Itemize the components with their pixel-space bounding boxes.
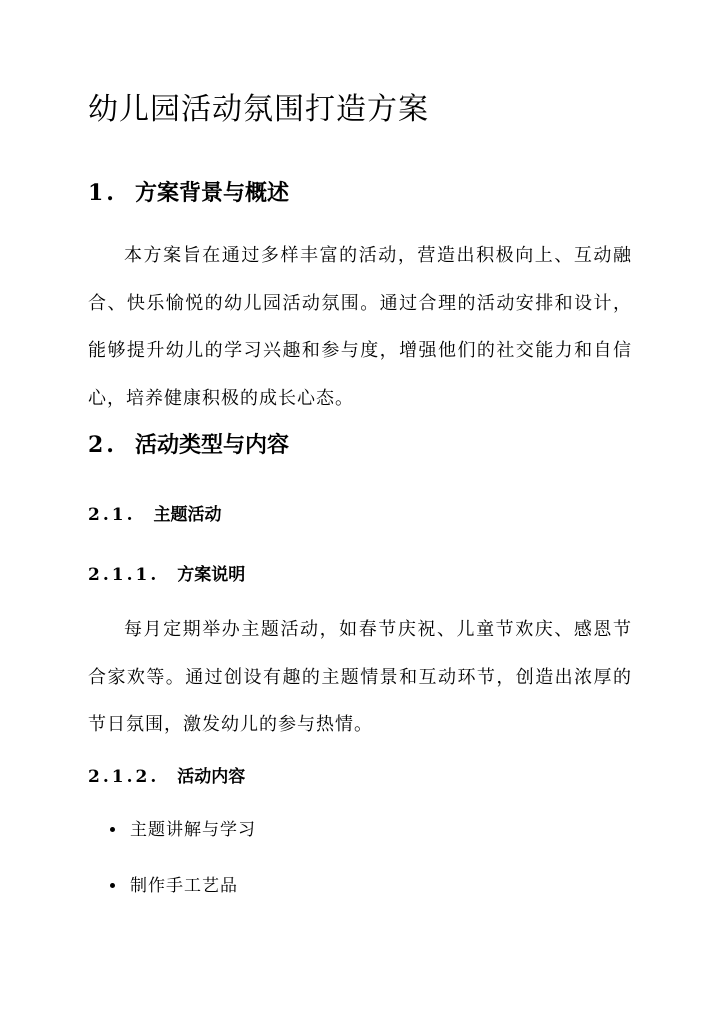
section-2-number: 2. bbox=[88, 432, 117, 458]
subsection-2-1-2-heading bbox=[88, 762, 245, 787]
section-1-heading bbox=[88, 176, 289, 207]
list-item bbox=[88, 812, 256, 868]
section-1-title: 方案背景与概述 bbox=[134, 180, 289, 206]
section-1-number: 1. bbox=[88, 180, 117, 206]
document-title: 幼儿园活动氛围打造方案 bbox=[88, 92, 429, 127]
list-item-label: 主题讲解与学习 bbox=[130, 820, 256, 840]
subsection-2-1-1-heading bbox=[88, 560, 245, 585]
bullet-icon bbox=[110, 827, 115, 832]
subsection-2-1-heading bbox=[88, 500, 222, 525]
list-item-label: 制作手工艺品 bbox=[130, 876, 238, 896]
list-item bbox=[88, 868, 256, 924]
section-2-title: 活动类型与内容 bbox=[134, 432, 289, 458]
subsection-2-1-1-title: 方案说明 bbox=[177, 565, 246, 585]
subsection-2-1-number: 2.1. bbox=[88, 505, 136, 525]
section-1-paragraph: 本方案旨在通过多样丰富的活动，营造出积极向上、互动融合、快乐愉悦的幼儿园活动氛围。通过合理的活动安排和设计，能够提升幼儿的学习兴趣和参与度，增强他们的社交能力和自信心，培养健康积极的成长心态。 bbox=[88, 245, 632, 409]
bullet-icon bbox=[110, 883, 115, 888]
section-2-heading bbox=[88, 428, 289, 459]
subsection-2-1-1-number: 2.1.1. bbox=[88, 565, 160, 585]
subsection-2-1-2-title: 活动内容 bbox=[177, 767, 246, 787]
activity-content-list bbox=[88, 812, 256, 924]
subsection-2-1-1-paragraph: 每月定期举办主题活动，如春节庆祝、儿童节欢庆、感恩节合家欢等。通过创设有趣的主题情景和互动环节，创造出浓厚的节日氛围，激发幼儿的参与热情。 bbox=[88, 619, 632, 735]
subsection-2-1-2-number: 2.1.2. bbox=[88, 767, 160, 787]
subsection-2-1-title: 主题活动 bbox=[153, 505, 222, 525]
